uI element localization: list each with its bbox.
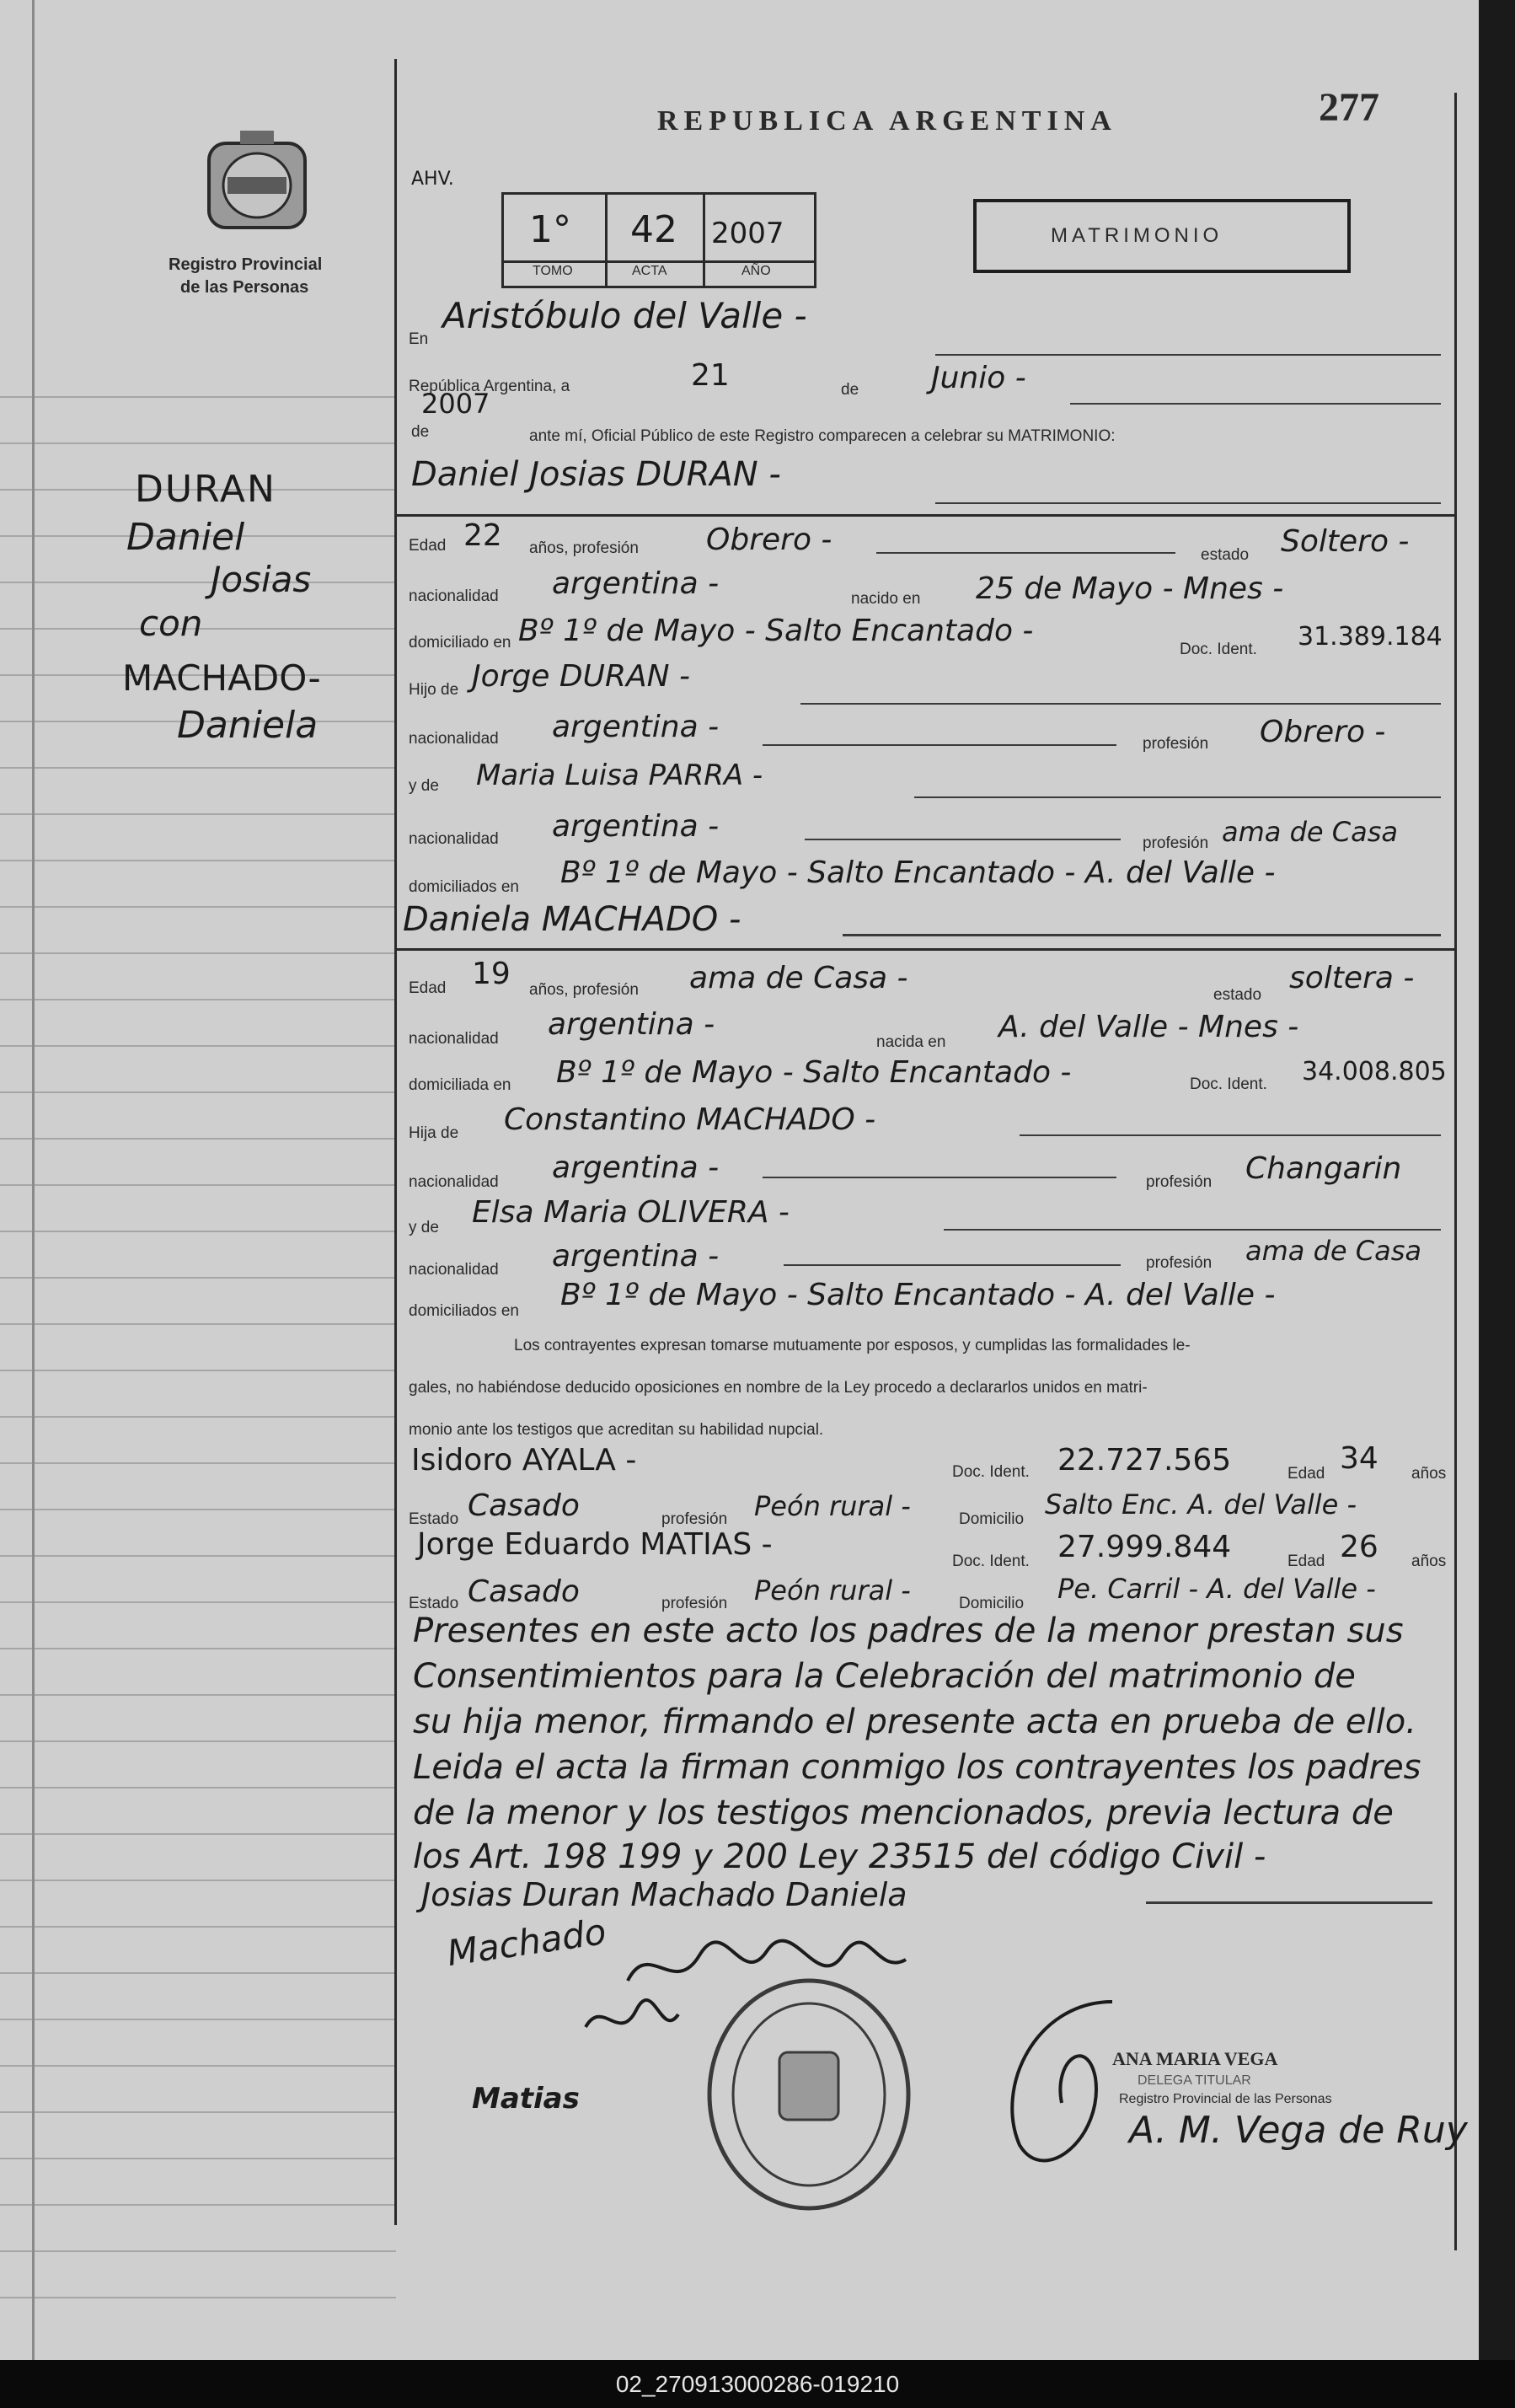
- groom-doc-label: Doc. Ident.: [1180, 641, 1257, 658]
- ano-value: 2007: [711, 217, 784, 250]
- groom-mother-prof: ama de Casa: [1222, 816, 1398, 848]
- groom-domiciliado-label: domiciliado en: [409, 634, 511, 652]
- record-type-label: MATRIMONIO: [1051, 224, 1223, 247]
- margin-line-1: DURAN: [135, 468, 276, 511]
- margin-rule: [0, 1462, 396, 1464]
- margin-rule: [0, 2250, 396, 2252]
- witness2-domicilio-label: Domicilio: [959, 1595, 1025, 1612]
- bride-domiciliada-label: domiciliada en: [409, 1076, 511, 1094]
- bride-mother: Elsa Maria OLIVERA -: [472, 1195, 790, 1230]
- en-label: En: [409, 330, 429, 348]
- margin-line-4: con: [139, 603, 203, 644]
- notes-line-4: Leida el acta la firman conmigo los contrayentes los padres: [413, 1748, 1421, 1787]
- margin-rule: [0, 1231, 396, 1232]
- margin-rule: [0, 2158, 396, 2159]
- bride-mother-line: [944, 1229, 1441, 1231]
- groom-parents-dom-label: domiciliados en: [409, 878, 519, 896]
- groom-name: Daniel Josias DURAN -: [411, 455, 781, 494]
- page-right-edge: [1479, 0, 1515, 2360]
- country-title: REPUBLICA ARGENTINA: [657, 105, 1117, 137]
- margin-rule: [0, 2019, 396, 2020]
- bride-mother-prof: ama de Casa: [1245, 1235, 1421, 1267]
- de2-label: de: [411, 423, 430, 441]
- witness1-age: 34: [1340, 1441, 1378, 1476]
- margin-rule: [0, 999, 396, 1000]
- bride-nacionalidad-label: nacionalidad: [409, 1030, 499, 1048]
- acta-label: ACTA: [632, 264, 667, 278]
- bride-father-nat-line: [763, 1177, 1116, 1178]
- bride-hija-label: Hija de: [409, 1124, 459, 1142]
- bride-nacida-label: nacida en: [876, 1033, 946, 1051]
- margin-rule: [0, 813, 396, 815]
- margin-rule: [0, 442, 396, 444]
- margin-rule: [0, 906, 396, 908]
- signature-1: Machado: [444, 1911, 609, 1974]
- bride-father-line: [1020, 1134, 1441, 1136]
- witness2-doc: 27.999.844: [1057, 1530, 1232, 1564]
- witness1-doc: 22.727.565: [1057, 1443, 1232, 1478]
- groom-father-nat-label: nacionalidad: [409, 730, 499, 748]
- notes-line-6: los Art. 198 199 y 200 Ley 23515 del código Civil -: [413, 1837, 1266, 1876]
- bride-anos-label: años, profesión: [529, 981, 639, 999]
- bride-birthplace: A. del Valle - Mnes -: [998, 1010, 1299, 1044]
- signature-scribble-2: [581, 1993, 683, 2057]
- witness1-domicilio-label: Domicilio: [959, 1510, 1025, 1528]
- margin-line-2: Daniel: [126, 516, 245, 559]
- margin-rule: [0, 1833, 396, 1835]
- republica-label: República Argentina, a: [409, 378, 570, 395]
- bride-age: 19: [472, 957, 511, 991]
- official-signature: A. M. Vega de Ruy: [1129, 2109, 1468, 2152]
- official-name-stamp: [1095, 2040, 1468, 2166]
- groom-mother: Maria Luisa PARRA -: [476, 759, 763, 792]
- registry-line-2: de las Personas: [180, 278, 309, 297]
- groom-name-line: [935, 502, 1441, 504]
- ano-label: AÑO: [741, 264, 771, 278]
- bride-mother-nat: argentina -: [552, 1239, 720, 1274]
- bride-mother-nat-line: [784, 1264, 1121, 1266]
- margin-rule: [0, 767, 396, 769]
- groom-estado-label: estado: [1201, 546, 1250, 564]
- witness1-anos-label: años: [1411, 1465, 1447, 1483]
- form-right-border: [1454, 93, 1457, 2250]
- margin-line-3: Josias: [211, 559, 312, 600]
- groom-mother-nat-line: [805, 839, 1121, 840]
- day: 21: [691, 358, 730, 393]
- tomo-label: TOMO: [533, 264, 573, 278]
- witness2-profesion-label: profesión: [661, 1595, 728, 1612]
- place-line: [935, 354, 1441, 356]
- groom-mother-nat: argentina -: [552, 809, 720, 844]
- groom-mother-prof-label: profesión: [1143, 834, 1209, 852]
- bride-estado: soltera -: [1289, 961, 1415, 995]
- year: 2007: [421, 388, 490, 420]
- margin-rule: [0, 1926, 396, 1928]
- margin-rule: [0, 1184, 396, 1186]
- margin-rule: [0, 1416, 396, 1418]
- margin-rule: [0, 2065, 396, 2067]
- witness2-age: 26: [1340, 1530, 1378, 1564]
- witness2-profession: Peón rural -: [754, 1574, 911, 1606]
- record-type-box: [973, 199, 1351, 273]
- bride-parents-dom-label: domiciliados en: [409, 1302, 519, 1320]
- groom-age: 22: [463, 518, 502, 553]
- witness1-name: Isidoro AYALA -: [411, 1443, 637, 1478]
- notes-line-7: Josias Duran Machado Daniela: [421, 1876, 907, 1913]
- margin-rule: [0, 1277, 396, 1279]
- bride-doc-label: Doc. Ident.: [1190, 1075, 1267, 1093]
- margin-rule: [0, 582, 396, 583]
- official-signature-loop: [986, 1985, 1138, 2183]
- margin-rule: [0, 1091, 396, 1093]
- margin-rule: [0, 952, 396, 954]
- margin-rule: [0, 396, 396, 398]
- groom-mother-line: [914, 796, 1441, 798]
- official-round-stamp: [699, 1972, 918, 2221]
- margin-rule: [0, 1694, 396, 1696]
- month: Junio -: [931, 361, 1026, 395]
- section-divider-2: [396, 948, 1454, 951]
- groom-anos-label: años, profesión: [529, 539, 639, 557]
- bride-estado-label: estado: [1213, 986, 1262, 1004]
- bride-profession: ama de Casa -: [689, 961, 908, 995]
- bride-father: Constantino MACHADO -: [504, 1102, 876, 1137]
- bride-domicile: Bº 1º de Mayo - Salto Encantado -: [556, 1055, 1072, 1090]
- groom-profession-line: [876, 552, 1175, 554]
- groom-doc: 31.389.184: [1298, 622, 1443, 652]
- registry-emblem: [202, 126, 312, 236]
- bride-father-prof: Changarin: [1245, 1151, 1402, 1186]
- margin-rule: [0, 2111, 396, 2113]
- ahv-mark: AHV.: [411, 169, 454, 190]
- witness2-doc-label: Doc. Ident.: [952, 1553, 1030, 1570]
- margin-rule: [0, 1509, 396, 1510]
- groom-estado: Soltero -: [1281, 524, 1410, 559]
- record-number-box: [501, 192, 816, 288]
- groom-domicile: Bº 1º de Mayo - Salto Encantado -: [518, 614, 1034, 648]
- file-id-footer: 02_270913000286-019210: [0, 2360, 1515, 2408]
- witness2-edad-label: Edad: [1287, 1553, 1325, 1570]
- bride-edad-label: Edad: [409, 979, 447, 997]
- folio-number: 277: [1319, 85, 1379, 130]
- declaration-line-1: Los contrayentes expresan tomarse mutuamente por esposos, y cumplidas las formalidades le-: [514, 1337, 1191, 1354]
- groom-mother-nat-label: nacionalidad: [409, 830, 499, 848]
- margin-rule: [0, 1323, 396, 1325]
- groom-nationality: argentina -: [552, 566, 720, 601]
- bride-father-prof-label: profesión: [1146, 1173, 1213, 1191]
- witness1-edad-label: Edad: [1287, 1465, 1325, 1483]
- margin-rule: [0, 1972, 396, 1974]
- section-divider-1: [396, 514, 1454, 517]
- registry-line-1: Registro Provincial: [169, 255, 323, 274]
- witness2-estado-label: Estado: [409, 1595, 459, 1612]
- acta-value: 42: [630, 208, 677, 251]
- groom-father-prof-label: profesión: [1143, 735, 1209, 753]
- groom-father: Jorge DURAN -: [472, 659, 690, 694]
- declaration-line-3: monio ante los testigos que acreditan su habilidad nupcial.: [409, 1421, 824, 1439]
- margin-rule: [0, 1787, 396, 1789]
- notes-end-line: [1146, 1901, 1432, 1904]
- witness1-profession: Peón rural -: [754, 1490, 911, 1522]
- margin-rule: [0, 1555, 396, 1557]
- bride-name: Daniela MACHADO -: [403, 900, 741, 939]
- groom-profession: Obrero -: [706, 523, 832, 557]
- notes-line-3: su hija menor, firmando el presente acta en prueba de ello.: [413, 1703, 1416, 1741]
- groom-father-prof: Obrero -: [1260, 715, 1386, 749]
- page-left-edge: [32, 0, 35, 2360]
- witness2-domicile: Pe. Carril - A. del Valle -: [1057, 1573, 1376, 1605]
- notes-line-2: Consentimientos para la Celebración del matrimonio de: [413, 1657, 1356, 1696]
- official-registry: Registro Provincial de las Personas: [1119, 2092, 1332, 2106]
- witness1-domicile: Salto Enc. A. del Valle -: [1045, 1488, 1357, 1520]
- witness1-profesion-label: profesión: [661, 1510, 728, 1528]
- witness2-anos-label: años: [1411, 1553, 1447, 1570]
- statement: ante mí, Oficial Público de este Registro comparecen a celebrar su MATRIMONIO:: [529, 427, 1116, 445]
- official-name: ANA MARIA VEGA: [1112, 2048, 1278, 2069]
- bride-father-nat-label: nacionalidad: [409, 1173, 499, 1191]
- witness1-doc-label: Doc. Ident.: [952, 1463, 1030, 1481]
- witness2-estado: Casado: [468, 1574, 580, 1609]
- form-left-border: [394, 59, 397, 2225]
- tomo-value: 1°: [529, 208, 571, 251]
- witness1-estado: Casado: [468, 1488, 580, 1523]
- month-line: [1070, 403, 1441, 405]
- groom-father-line: [800, 703, 1441, 705]
- margin-rule: [0, 2204, 396, 2206]
- margin-rule: [0, 1880, 396, 1881]
- bride-father-nat: argentina -: [552, 1150, 720, 1185]
- bride-name-line: [843, 934, 1441, 936]
- witness1-estado-label: Estado: [409, 1510, 459, 1528]
- margin-rule: [0, 1648, 396, 1649]
- margin-line-6: Daniela: [177, 704, 319, 747]
- bride-doc: 34.008.805: [1302, 1057, 1447, 1086]
- bride-nationality: argentina -: [548, 1007, 715, 1042]
- bride-y-de-label: y de: [409, 1219, 439, 1236]
- groom-edad-label: Edad: [409, 537, 447, 555]
- margin-rule: [0, 860, 396, 861]
- de-label: de: [841, 381, 859, 399]
- place: Aristóbulo del Valle -: [442, 295, 807, 336]
- notes-line-1: Presentes en este acto los padres de la menor prestan sus: [413, 1612, 1404, 1650]
- groom-y-de-label: y de: [409, 777, 439, 795]
- margin-rule: [0, 1601, 396, 1603]
- groom-father-nat-line: [763, 744, 1116, 746]
- witness2-name: Jorge Eduardo MATIAS -: [417, 1527, 773, 1562]
- groom-parents-dom: Bº 1º de Mayo - Salto Encantado - A. del Valle -: [560, 855, 1276, 890]
- groom-nacido-label: nacido en: [851, 590, 921, 608]
- declaration-line-2: gales, no habiéndose deducido oposiciones en nombre de la Ley procedo a declararlos unidos en matri-: [409, 1379, 1148, 1397]
- groom-nacionalidad-label: nacionalidad: [409, 587, 499, 605]
- bride-mother-prof-label: profesión: [1146, 1254, 1213, 1272]
- margin-rule: [0, 1045, 396, 1047]
- margin-rule: [0, 1740, 396, 1742]
- margin-rule: [0, 2297, 396, 2298]
- margin-rule: [0, 1138, 396, 1140]
- signature-2: Matias: [472, 2082, 580, 2116]
- groom-birthplace: 25 de Mayo - Mnes -: [976, 571, 1284, 606]
- notes-line-5: de la menor y los testigos mencionados, previa lectura de: [413, 1794, 1394, 1832]
- groom-father-nat: argentina -: [552, 710, 720, 744]
- margin-rule: [0, 1370, 396, 1371]
- bride-parents-dom: Bº 1º de Mayo - Salto Encantado - A. del Valle -: [560, 1278, 1276, 1312]
- groom-hijo-label: Hijo de: [409, 681, 459, 699]
- margin-line-5: MACHADO-: [122, 657, 321, 699]
- official-title: DELEGA TITULAR: [1138, 2073, 1251, 2088]
- bride-mother-nat-label: nacionalidad: [409, 1261, 499, 1279]
